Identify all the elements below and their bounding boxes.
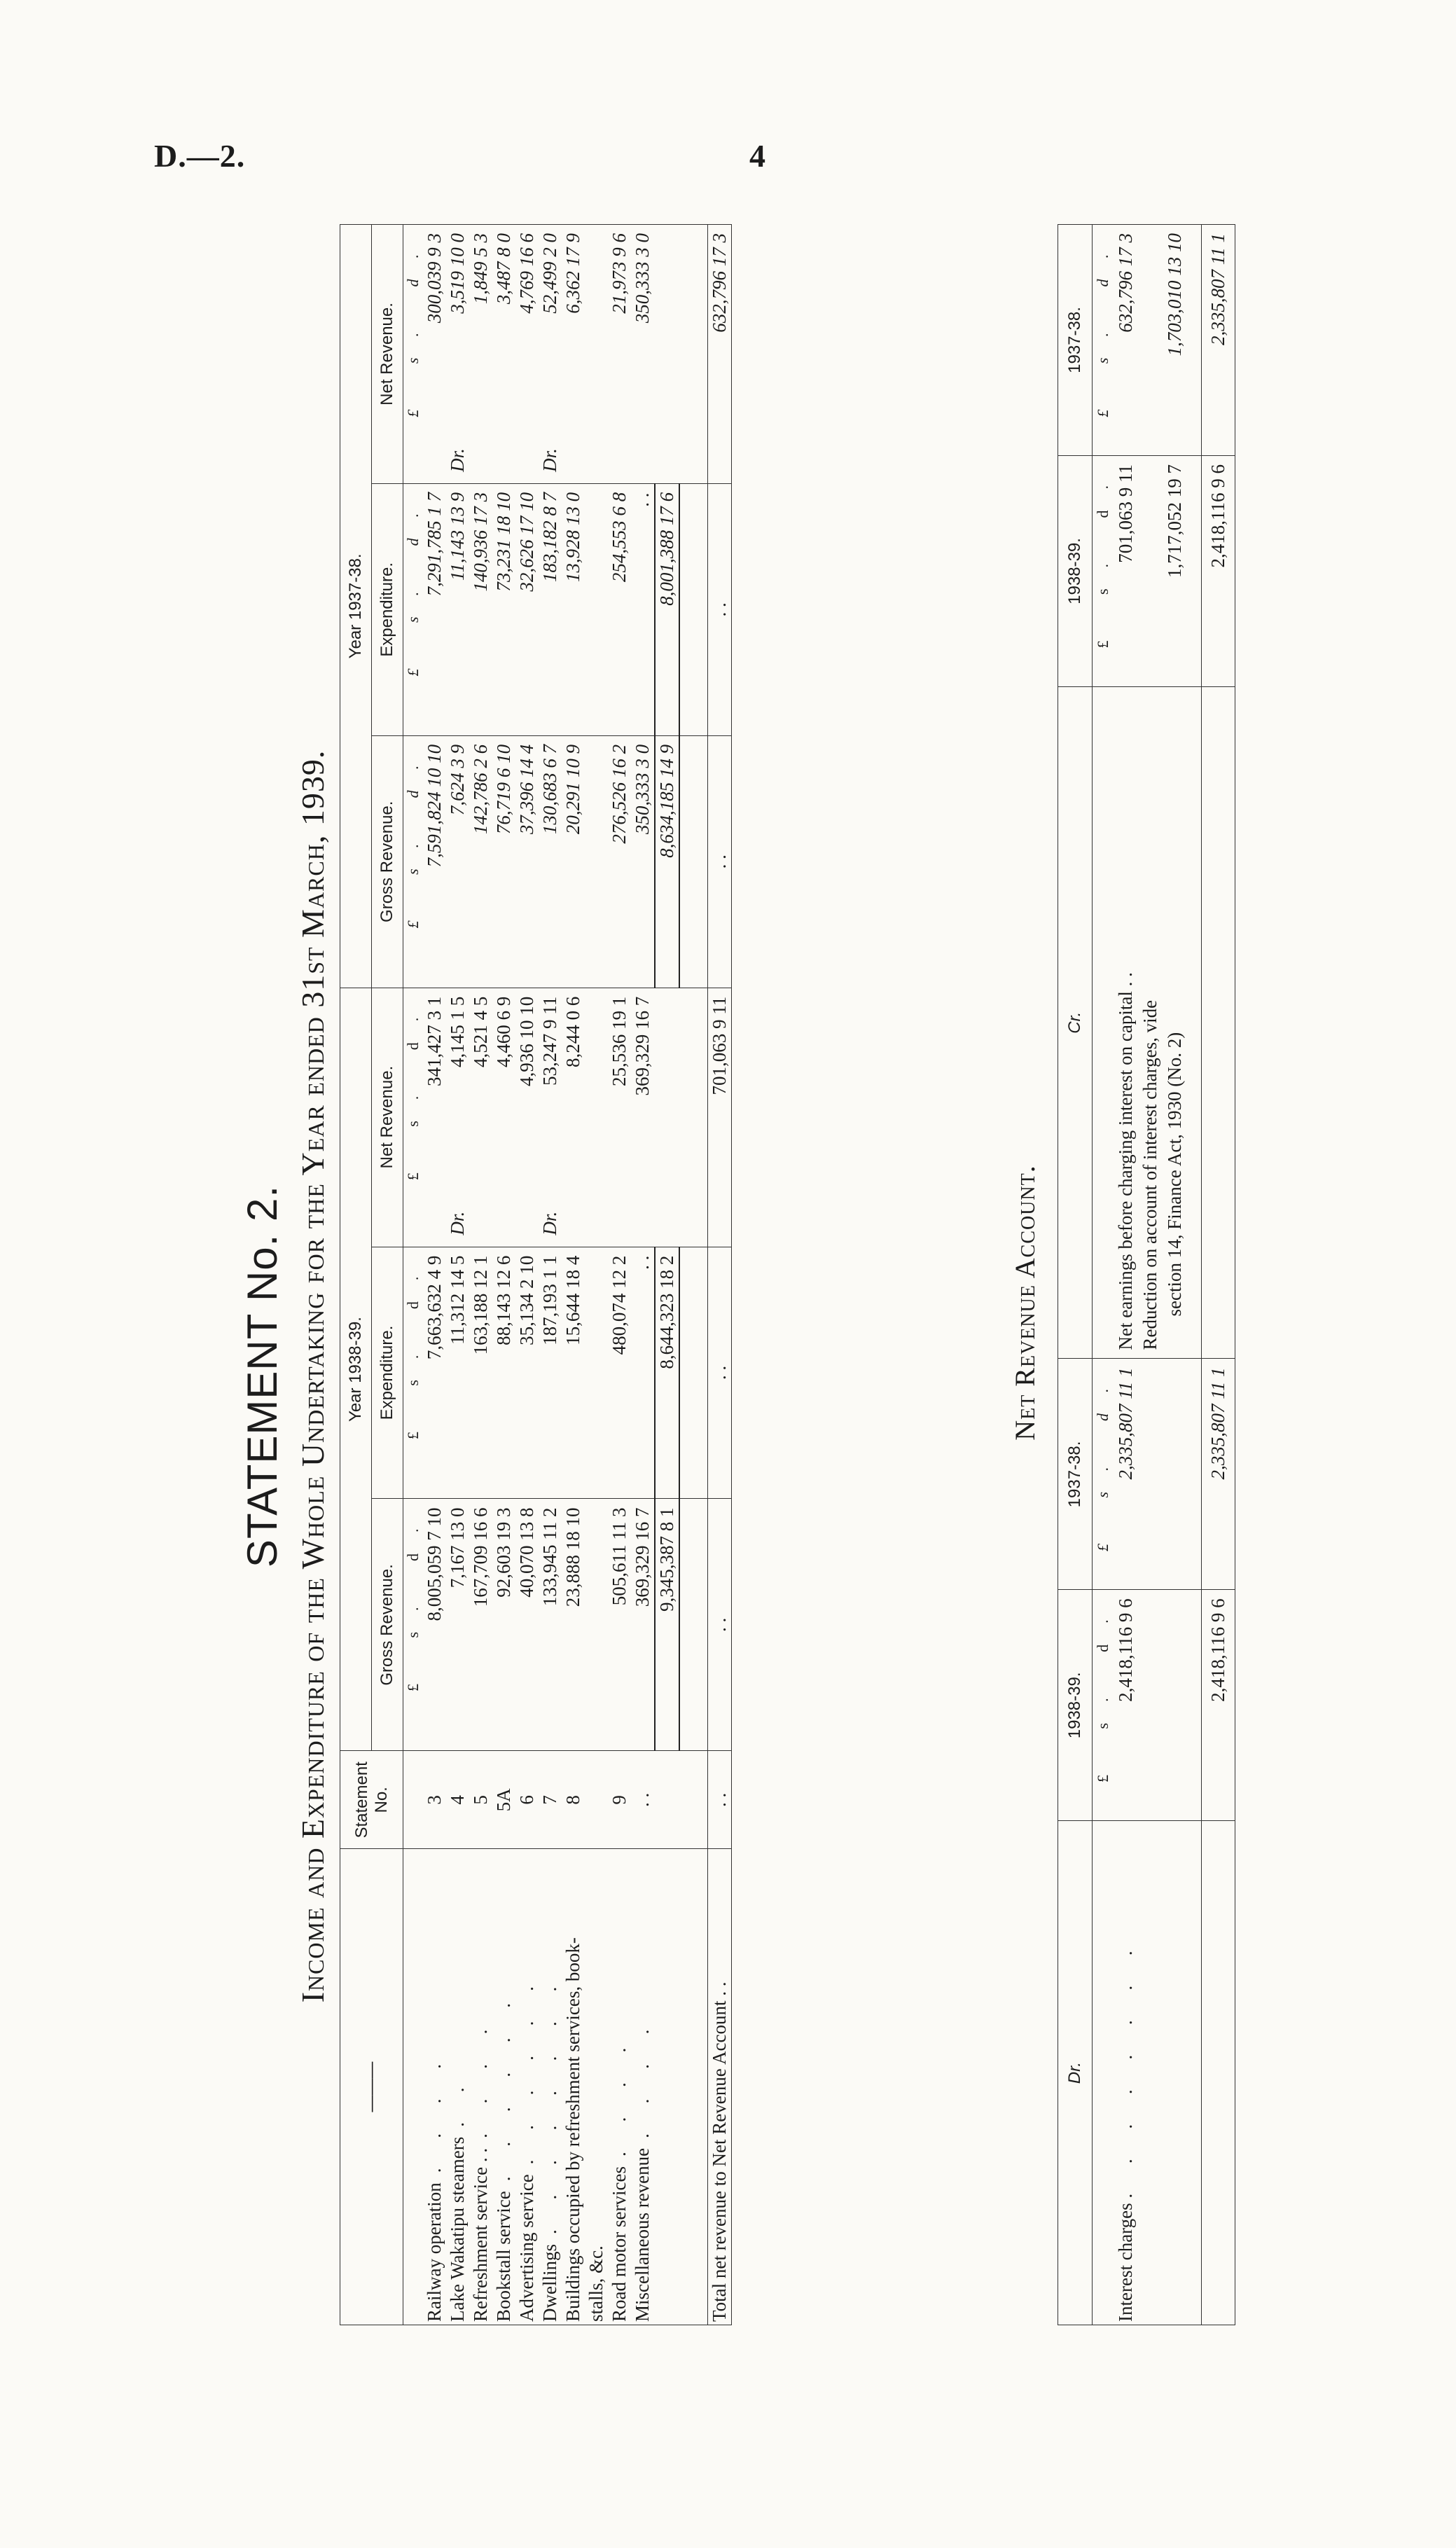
net-1938 — [446, 988, 469, 1247]
gross-1938 — [515, 1499, 539, 1751]
total-exp-1938: . . — [707, 1247, 731, 1499]
cell-value: 73,231 18 10 — [493, 492, 514, 592]
cell-value: 480,074 12 2 — [609, 1255, 630, 1355]
row-statement-no — [585, 1751, 608, 1849]
row-statement-no — [423, 1751, 446, 1849]
exp-1937 — [469, 483, 492, 735]
statement-row — [585, 225, 608, 2325]
net-earnings-1937: 632,796 17 3 — [1114, 225, 1138, 456]
cell-value: 7,624 3 9 — [447, 744, 468, 816]
gross-1938 — [492, 1499, 515, 1751]
exp-1938 — [631, 1247, 655, 1499]
statement-row — [608, 225, 631, 2325]
row-label — [539, 1849, 562, 2325]
net-earnings-label: Net earnings before charging interest on capital . . — [1114, 686, 1138, 1359]
statement-row — [515, 225, 539, 2325]
net-1937 — [585, 225, 608, 484]
cell-value: 3 — [424, 1795, 445, 1805]
cell-value: 183,182 8 7 — [539, 492, 560, 583]
subtotal-gross-1937: 8,634,185 14 9 — [655, 735, 679, 988]
nra-total-right-1937: 2,335,807 11 1 — [1201, 225, 1235, 456]
row-label-text: Lake Wakatipu steamers — [447, 2136, 468, 2322]
cell-value: 187,193 1 1 — [539, 1255, 560, 1345]
exp-1937 — [585, 483, 608, 735]
gross-1938 — [423, 1499, 446, 1751]
exp-1937 — [539, 483, 562, 735]
net-revenue-account-table — [1058, 224, 1235, 2325]
row-statement-no — [631, 1751, 655, 1849]
units-label: £ s. d. — [1093, 455, 1114, 686]
cell-value: 142,786 2 6 — [470, 744, 491, 835]
net-1938 — [515, 988, 539, 1247]
statement-row — [469, 225, 492, 2325]
net-1937 — [469, 225, 492, 484]
interest-charges-label: Interest charges — [1115, 2203, 1136, 2322]
cell-value: 8 — [562, 1795, 583, 1805]
cell-value: 8,005,059 7 10 — [424, 1507, 445, 1621]
units-label: £ s. d. — [1093, 1359, 1114, 1590]
statement-no-header: Statement No. — [340, 1751, 403, 1849]
exp-1938 — [539, 1247, 562, 1499]
units-label: £ s. d. — [403, 483, 424, 735]
gross-revenue-header: Gross Revenue. — [372, 735, 403, 988]
year-1938-39-header: 1938-39. — [1058, 1590, 1093, 1821]
cell-value: 23,888 18 10 — [562, 1507, 583, 1607]
exp-1937 — [492, 483, 515, 735]
cell-value: 4,145 1 5 — [447, 996, 468, 1067]
nra-total-left-1938: 2,418,116 9 6 — [1201, 1590, 1235, 1821]
net-1938 — [608, 988, 631, 1247]
net-1937 — [423, 225, 446, 484]
exp-1938 — [446, 1247, 469, 1499]
row-label — [631, 1849, 655, 2325]
exp-1938 — [608, 1247, 631, 1499]
cell-value: 4,936 10 10 — [516, 996, 537, 1086]
statement-row — [631, 225, 655, 2325]
leader-dots: . . — [447, 2075, 468, 2127]
row-label-text: Dwellings — [539, 2244, 560, 2322]
cell-value: . . — [632, 1255, 653, 1270]
year-1937-38-header: 1937-38. — [1058, 1359, 1093, 1590]
cell-value: 369,329 16 7 — [632, 996, 653, 1096]
cell-value: 7,591,824 10 10 — [424, 744, 445, 868]
exp-1937 — [423, 483, 446, 735]
cell-value: 9 — [609, 1795, 630, 1805]
total-gross-1937: . . — [707, 735, 731, 988]
income-expenditure-table — [340, 224, 732, 2325]
gross-1937 — [585, 735, 608, 988]
gross-1938 — [446, 1499, 469, 1751]
interest-charges-1938: 2,418,116 9 6 — [1114, 1590, 1138, 1821]
leader-dots: . . . . — [632, 2016, 653, 2138]
cell-value: 37,396 14 4 — [516, 744, 537, 835]
exp-1938 — [562, 1247, 585, 1499]
debit-marker: Dr. — [447, 448, 468, 472]
net-1938 — [423, 988, 446, 1247]
exp-1938 — [469, 1247, 492, 1499]
net-1937 — [562, 225, 585, 484]
document-reference: D.—2. — [154, 138, 246, 174]
gross-1937 — [469, 735, 492, 988]
cell-value: 20,291 10 9 — [562, 744, 583, 835]
gross-1937 — [423, 735, 446, 988]
gross-1938 — [585, 1499, 608, 1751]
debit-marker: Dr. — [539, 448, 560, 472]
cell-value: 5 — [470, 1795, 491, 1805]
row-label — [423, 1849, 446, 2325]
reduction-label: Reduction on account of interest charges, vide — [1138, 686, 1163, 1359]
cell-value: 505,611 11 3 — [609, 1507, 630, 1606]
net-1937 — [492, 225, 515, 484]
cell-value: 4,460 6 9 — [493, 996, 514, 1067]
row-label-text: Road motor services — [609, 2166, 630, 2322]
statement-row — [492, 225, 515, 2325]
row-label-text: Refreshment service . . — [470, 2147, 491, 2322]
cr-header: Cr. — [1058, 686, 1093, 1359]
net-revenue-header: Net Revenue. — [372, 988, 403, 1247]
leader-dots: . . . . — [609, 2035, 630, 2157]
net-1938 — [585, 988, 608, 1247]
year-1938-39-header: Year 1938-39. — [340, 988, 372, 1751]
cell-value: 3,487 8 0 — [493, 233, 514, 305]
net-1937 — [608, 225, 631, 484]
cell-value: 11,312 14 5 — [447, 1255, 468, 1345]
net-1937 — [446, 225, 469, 484]
cell-value: 133,945 11 2 — [539, 1507, 560, 1607]
gross-1937 — [608, 735, 631, 988]
row-label — [608, 1849, 631, 2325]
cell-value: 8,244 0 6 — [562, 996, 583, 1067]
row-statement-no — [539, 1751, 562, 1849]
cell-value: 7,291,785 1 7 — [424, 492, 445, 597]
total-net-1937: 632,796 17 3 — [707, 225, 731, 484]
cell-value: 167,709 16 6 — [470, 1507, 491, 1607]
subtotal-row — [655, 225, 679, 2325]
cell-value: 4,521 4 5 — [470, 996, 491, 1067]
cell-value: 35,134 2 10 — [516, 1255, 537, 1345]
cell-value: 163,188 12 1 — [470, 1255, 491, 1355]
year-1937-38-header: 1937-38. — [1058, 225, 1093, 456]
rotated-statement — [210, 112, 1331, 2353]
cell-value: 25,536 19 1 — [609, 996, 630, 1086]
gross-1938 — [608, 1499, 631, 1751]
units-label: £ s. d. — [403, 988, 424, 1247]
cell-value: 52,499 2 0 — [539, 233, 560, 314]
cell-value: 6,362 17 9 — [562, 233, 583, 314]
row-label — [446, 1849, 469, 2325]
leader-dots: . . . . . . . . — [1115, 1938, 1136, 2199]
row-label-text: Advertising service — [516, 2174, 537, 2322]
cell-value: 76,719 6 10 — [493, 744, 514, 835]
statement-row — [446, 225, 469, 2325]
cell-value: 1,849 5 3 — [470, 233, 491, 305]
net-1937 — [515, 225, 539, 484]
cell-value: 341,427 3 1 — [424, 996, 445, 1086]
row-label-text: Miscellaneous revenue — [632, 2147, 653, 2322]
total-statement: . . — [707, 1751, 731, 1849]
leader-dots: . . . . — [470, 2016, 491, 2138]
cell-value: 369,329 16 7 — [632, 1507, 653, 1607]
expenditure-header: Expenditure. — [372, 1247, 403, 1499]
row-statement-no — [608, 1751, 631, 1849]
cell-value: 88,143 12 6 — [493, 1255, 514, 1345]
net-1938 — [562, 988, 585, 1247]
units-label: £ s. d. — [403, 225, 424, 484]
reduction-label-cont: section 14, Finance Act, 1930 (No. 2) — [1163, 686, 1187, 1359]
gross-1937 — [562, 735, 585, 988]
reduction-1938: 1,717,052 19 7 — [1163, 455, 1187, 686]
nra-row — [1114, 225, 1138, 2325]
row-label-text: Buildings occupied by refreshment services, book- — [562, 1937, 583, 2322]
net-1938 — [539, 988, 562, 1247]
row-statement-no — [469, 1751, 492, 1849]
row-label — [515, 1849, 539, 2325]
cell-value: 15,644 18 4 — [562, 1255, 583, 1345]
reduction-1937: 1,703,010 13 10 — [1163, 225, 1187, 456]
units-label: £ s. d. — [1093, 225, 1114, 456]
row-statement-no — [515, 1751, 539, 1849]
total-gross-1938: . . — [707, 1499, 731, 1751]
gross-1937 — [631, 735, 655, 988]
year-1938-39-header: 1938-39. — [1058, 455, 1093, 686]
subtotal-gross-1938: 9,345,387 8 1 — [655, 1499, 679, 1751]
cell-value: 53,247 9 11 — [539, 996, 560, 1086]
exp-1938 — [585, 1247, 608, 1499]
row-label — [469, 1849, 492, 2325]
interest-charges-1937: 2,335,807 11 1 — [1114, 1359, 1138, 1590]
row-label — [492, 1849, 515, 2325]
year-1937-38-header: Year 1937-38. — [340, 225, 372, 988]
leader-dots: . . . . . . — [516, 1974, 537, 2165]
leader-dots: . . . . — [424, 2051, 445, 2173]
cell-value: 350,333 3 0 — [632, 744, 653, 835]
gross-1938 — [539, 1499, 562, 1751]
exp-1938 — [515, 1247, 539, 1499]
subtotal-exp-1938: 8,644,323 18 2 — [655, 1247, 679, 1499]
cell-value: 11,143 13 9 — [447, 492, 468, 581]
cell-value: 3,519 10 0 — [447, 233, 468, 314]
total-exp-1937: . . — [707, 483, 731, 735]
row-label-text: Bookstall service — [493, 2191, 514, 2322]
row-statement-no — [446, 1751, 469, 1849]
net-earnings-1938: 701,063 9 11 — [1114, 455, 1138, 686]
cell-value: 350,333 3 0 — [632, 233, 653, 324]
gross-1937 — [492, 735, 515, 988]
page-number: 4 — [749, 138, 765, 174]
statement-subtitle: Income and Expenditure of the Whole Undertaking for the Year ended 31st March, 1939. — [295, 749, 331, 2003]
cell-value: 13,928 13 0 — [562, 492, 583, 583]
gross-1938 — [631, 1499, 655, 1751]
gross-1938 — [469, 1499, 492, 1751]
net-1938 — [631, 988, 655, 1247]
row-label-text: stalls, &c. — [585, 2245, 606, 2322]
row-label — [585, 1849, 608, 2325]
cell-value: . . — [632, 1792, 653, 1807]
cell-value: 21,973 9 6 — [609, 233, 630, 314]
units-label: £ s. d. — [403, 735, 424, 988]
nra-total-left-1937: 2,335,807 11 1 — [1201, 1359, 1235, 1590]
gross-1937 — [515, 735, 539, 988]
exp-1937 — [608, 483, 631, 735]
cell-value: 300,039 9 3 — [424, 233, 445, 324]
units-label: £ s. d. — [403, 1247, 424, 1499]
cell-value: 32,626 17 10 — [516, 492, 537, 592]
cell-value: . . — [632, 492, 653, 507]
cell-value: 130,683 6 7 — [539, 744, 560, 835]
cell-value: 5A — [493, 1788, 514, 1812]
leader-dots: . . . . . . . . — [539, 1974, 560, 2234]
cell-value: 140,936 17 3 — [470, 492, 491, 592]
units-label: £ s. d. — [1093, 1590, 1114, 1821]
cell-value: 6 — [516, 1795, 537, 1805]
nra-row — [1163, 225, 1187, 2325]
units-row — [403, 225, 424, 2325]
cell-value: 92,603 19 3 — [493, 1507, 514, 1598]
total-label: Total net revenue to Net Revenue Account . . — [707, 1849, 731, 2325]
cell-value: 7,167 13 0 — [447, 1507, 468, 1588]
net-revenue-account-title: Net Revenue Account. — [1009, 1165, 1041, 1441]
nra-total-row — [1201, 225, 1235, 2325]
exp-1937 — [515, 483, 539, 735]
total-row — [707, 225, 731, 2325]
leader-dots: . . . . . . — [493, 1990, 514, 2182]
net-1937 — [539, 225, 562, 484]
cell-value: 7,663,632 4 9 — [424, 1255, 445, 1360]
total-net-1938: 701,063 9 11 — [707, 988, 731, 1247]
statement-row — [423, 225, 446, 2325]
statement-row — [562, 225, 585, 2325]
net-1938 — [492, 988, 515, 1247]
row-label-text: Railway operation — [424, 2182, 445, 2322]
debit-marker: Dr. — [447, 1211, 468, 1235]
row-statement-no — [492, 1751, 515, 1849]
cell-value: 7 — [539, 1795, 560, 1805]
gross-1938 — [562, 1499, 585, 1751]
nra-row — [1138, 225, 1163, 2325]
cell-value: 4 — [447, 1795, 468, 1805]
exp-1937 — [446, 483, 469, 735]
exp-1937 — [562, 483, 585, 735]
net-1937 — [631, 225, 655, 484]
cell-value: 4,769 16 6 — [516, 233, 537, 314]
row-statement-no — [562, 1751, 585, 1849]
exp-1938 — [492, 1247, 515, 1499]
nra-units-row — [1093, 225, 1114, 2325]
statement-row — [539, 225, 562, 2325]
dr-header: Dr. — [1058, 1821, 1093, 2325]
cell-value: 40,070 13 8 — [516, 1507, 537, 1598]
net-1938 — [469, 988, 492, 1247]
expenditure-header: Expenditure. — [372, 483, 403, 735]
nra-total-right-1938: 2,418,116 9 6 — [1201, 455, 1235, 686]
net-revenue-header: Net Revenue. — [372, 225, 403, 484]
statement-title: STATEMENT No. 2. — [239, 1184, 286, 1568]
cell-value: 276,526 16 2 — [609, 744, 630, 844]
gross-revenue-header: Gross Revenue. — [372, 1499, 403, 1751]
blank-header: ——— — [340, 1849, 403, 2325]
cell-value: 254,553 6 8 — [609, 492, 630, 583]
row-label — [562, 1849, 585, 2325]
debit-marker: Dr. — [539, 1211, 560, 1235]
gross-1937 — [446, 735, 469, 988]
exp-1937 — [631, 483, 655, 735]
units-label: £ s. d. — [403, 1499, 424, 1751]
exp-1938 — [423, 1247, 446, 1499]
subtotal-exp-1937: 8,001,388 17 6 — [655, 483, 679, 735]
gross-1937 — [539, 735, 562, 988]
